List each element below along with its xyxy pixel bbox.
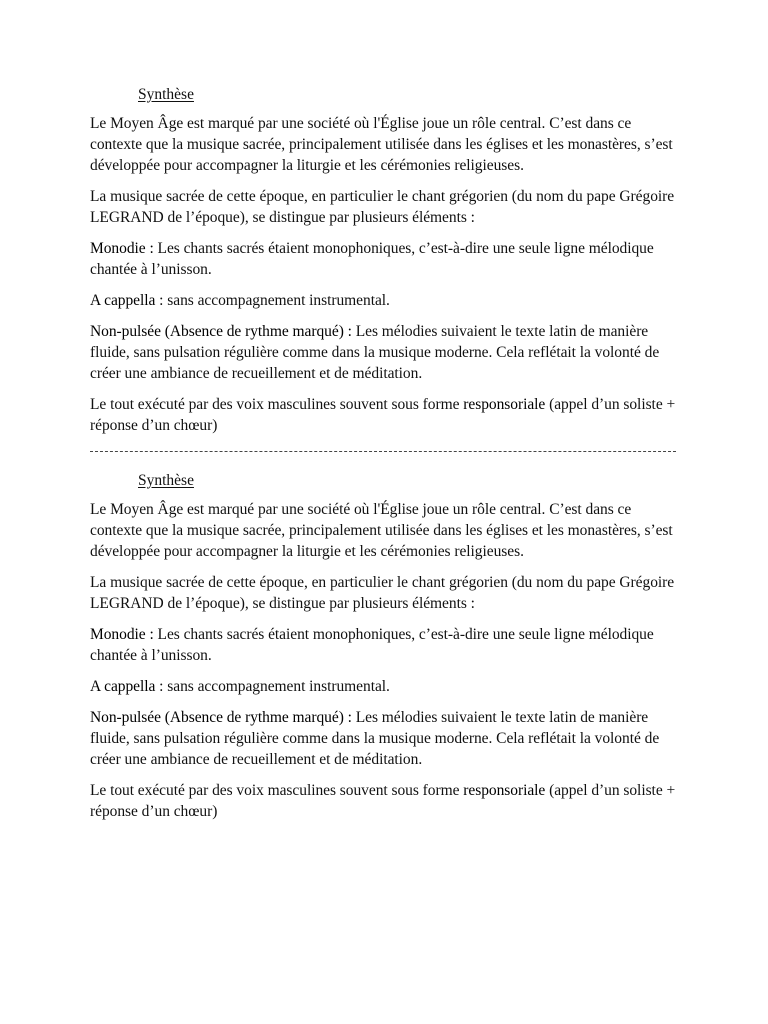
responsoriale-term: responsoriale: [463, 782, 546, 799]
responsoriale-term: responsoriale: [463, 396, 546, 413]
gregorian-text: La musique sacrée de cette époque, en particulier le chant grégorien (du nom du pape Grégoire LEGRAND de l’époque), se distingue par plusieurs éléments :: [90, 574, 675, 612]
section-title: Synthèse: [138, 86, 194, 103]
monodie-paragraph: [90, 624, 682, 666]
monodie-paragraph: [90, 238, 682, 280]
dashed-separator: [90, 446, 676, 458]
non-pulsee-paragraph: [90, 707, 682, 770]
gregorian-text: La musique sacrée de cette époque, en particulier le chant grégorien (du nom du pape Grégoire LEGRAND de l’époque), se distingue par plusieurs éléments :: [90, 188, 675, 226]
a-cappella-paragraph: [90, 676, 682, 697]
dashed-line: [90, 451, 676, 452]
intro-text: Le Moyen Âge est marqué par une société où l'Église joue un rôle central. C’est dans ce contexte que la musique sacrée, principalement utilisée dans les églises et les monastères, s’est développée pour accompagner la liturgie et les cérémonies religieuses.: [90, 115, 673, 174]
monodie-label: Monodie :: [90, 240, 154, 257]
intro-paragraph: [90, 499, 682, 562]
a-cappella-label: A cappella: [90, 678, 156, 695]
responsoriale-paragraph: [90, 780, 682, 822]
responsoriale-pre: Le tout exécuté par des voix masculines souvent sous forme: [90, 782, 464, 799]
gregorian-paragraph: [90, 572, 682, 614]
a-cappella-text: : sans accompagnement instrumental.: [155, 292, 390, 309]
responsoriale-post: (appel d’un soliste + réponse d’un chœur): [90, 782, 676, 820]
non-pulsee-text: Les mélodies suivaient le texte latin de manière fluide, sans pulsation régulière comme dans la musique moderne. Cela reflétait la volonté de créer une ambiance de recueillement et de méditation.: [90, 709, 660, 768]
non-pulsee-text: Les mélodies suivaient le texte latin de manière fluide, sans pulsation régulière comme dans la musique moderne. Cela reflétait la volonté de créer une ambiance de recueillement et de méditation.: [90, 323, 660, 382]
non-pulsee-label: Non-pulsée (Absence de rythme marqué) :: [90, 323, 352, 340]
non-pulsee-label: Non-pulsée (Absence de rythme marqué) :: [90, 709, 352, 726]
intro-text: Le Moyen Âge est marqué par une société où l'Église joue un rôle central. C’est dans ce contexte que la musique sacrée, principalement utilisée dans les églises et les monastères, s’est développée pour accompagner la liturgie et les cérémonies religieuses.: [90, 501, 673, 560]
gregorian-paragraph: [90, 186, 682, 228]
monodie-text: Les chants sacrés étaient monophoniques, c’est-à-dire une seule ligne mélodique chantée à l’unisson.: [90, 626, 654, 664]
a-cappella-paragraph: [90, 290, 682, 311]
section-title: Synthèse: [138, 472, 194, 489]
document-page: [90, 84, 682, 832]
monodie-text: Les chants sacrés étaient monophoniques, c’est-à-dire une seule ligne mélodique chantée à l’unisson.: [90, 240, 654, 278]
responsoriale-paragraph: [90, 394, 682, 436]
a-cappella-label: A cappella: [90, 292, 156, 309]
non-pulsee-paragraph: [90, 321, 682, 384]
intro-paragraph: [90, 113, 682, 176]
synthese-section-1: [90, 84, 682, 436]
responsoriale-pre: Le tout exécuté par des voix masculines souvent sous forme: [90, 396, 464, 413]
synthese-section-2: [90, 470, 682, 822]
responsoriale-post: (appel d’un soliste + réponse d’un chœur): [90, 396, 676, 434]
monodie-label: Monodie :: [90, 626, 154, 643]
a-cappella-text: : sans accompagnement instrumental.: [155, 678, 390, 695]
